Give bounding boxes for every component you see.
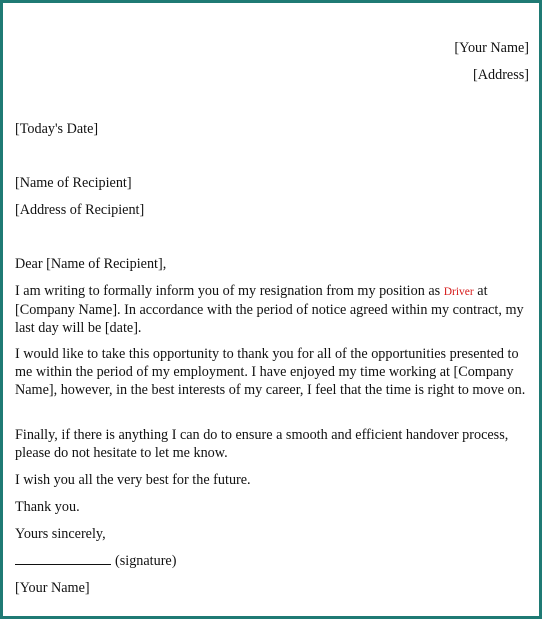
sender-address: [Address] (473, 67, 529, 83)
signature-label: (signature) (115, 553, 177, 569)
position-title: Driver (443, 286, 474, 298)
thank-you-line: Thank you. (15, 499, 80, 515)
recipient-name: [Name of Recipient] (15, 175, 132, 191)
paragraph-wishes: I wish you all the very best for the future. (15, 472, 251, 488)
closing-line: Yours sincerely, (15, 526, 106, 542)
signature-blank (15, 552, 111, 565)
paragraph-resignation-end: at [Company Name]. In accordance with the period of notice agreed within my contract, my last day will be [date]. (15, 283, 524, 336)
sender-name: [Your Name] (454, 40, 529, 56)
paragraph-resignation-start: I am writing to formally inform you of my resignation from my position as (15, 283, 444, 299)
signoff-name: [Your Name] (15, 580, 90, 596)
paragraph-thanks: I would like to take this opportunity to thank you for all of the opportunities presented to me within the period of my employment. I have enjoyed my time working at [Company Name], however, in the best interests of my career, I feel that the time is right to move on. (15, 346, 526, 398)
recipient-address: [Address of Recipient] (15, 202, 145, 218)
paragraph-resignation (15, 282, 535, 337)
salutation: Dear [Name of Recipient], (15, 256, 167, 272)
paragraph-handover: Finally, if there is anything I can do to ensure a smooth and efficient handover process, please do not hesitate to let me know. (15, 427, 509, 461)
signature-line (15, 552, 176, 570)
letter-date: [Today's Date] (15, 121, 99, 137)
